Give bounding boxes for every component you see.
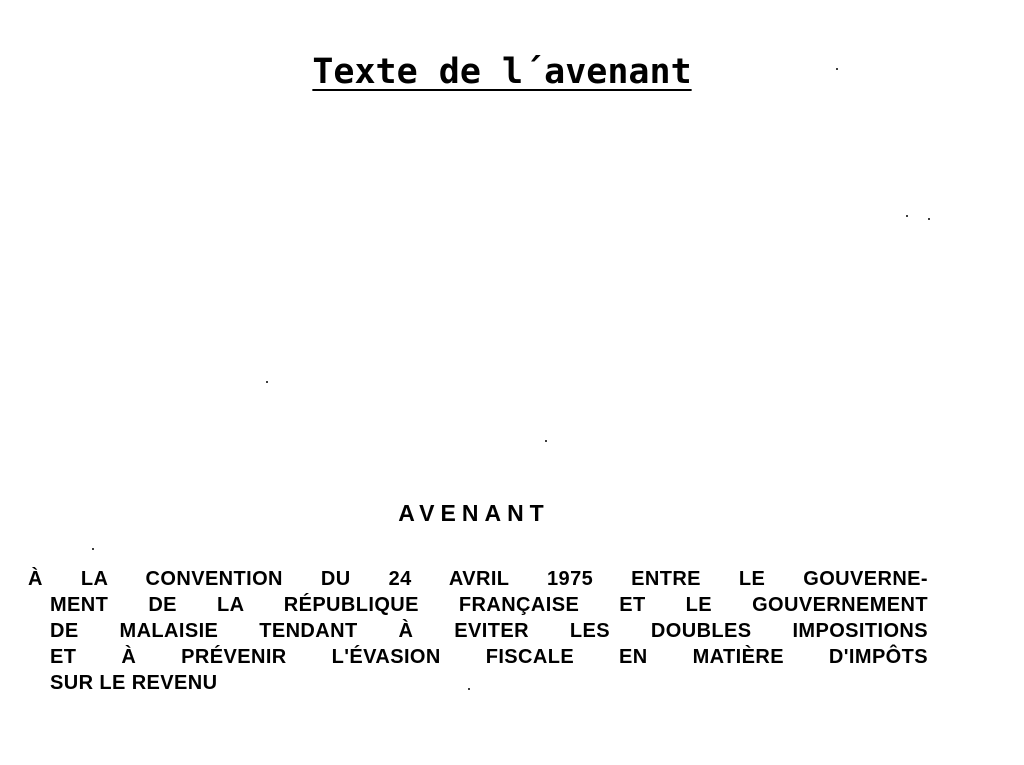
preamble-line: MENT DE LA RÉPUBLIQUE FRANÇAISE ET LE GOUVERNEMENT [50,594,928,616]
preamble-line: DE MALAISIE TENDANT À EVITER LES DOUBLES IMPOSITIONS [50,620,928,642]
preamble-line: ET À PRÉVENIR L'ÉVASION FISCALE EN MATIÈRE D'IMPÔTS [50,646,928,668]
scan-speck [906,215,908,217]
page-title: Texte de l´avenant [312,52,692,92]
amendment-heading: AVENANT [398,500,550,526]
scan-speck [836,68,838,70]
scan-speck [928,218,930,220]
scan-speck [545,440,547,442]
preamble-line: SUR LE REVENU [50,672,218,694]
scan-speck [468,688,470,690]
scan-speck [92,548,94,550]
preamble [28,566,928,696]
preamble-line: À LA CONVENTION DU 24 AVRIL 1975 ENTRE LE GOUVERNE- [28,568,928,590]
scan-speck [266,381,268,383]
